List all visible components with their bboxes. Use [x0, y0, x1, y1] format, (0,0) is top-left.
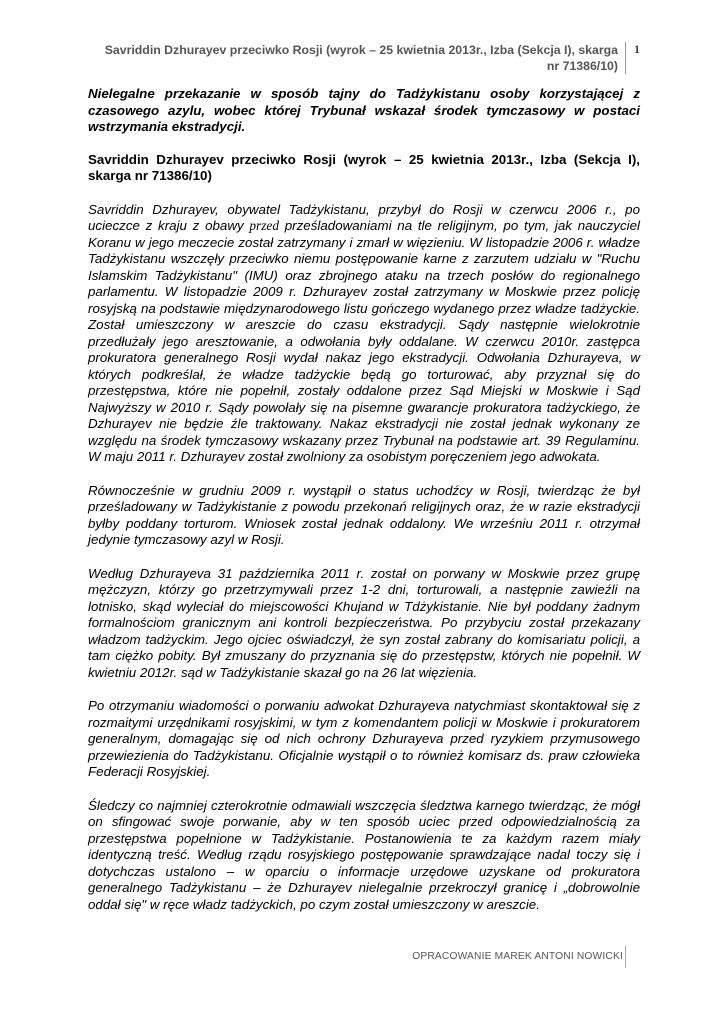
paragraph-refugee-status: Równocześnie w grudniu 2009 r. wystąpił o status uchodźcy w Rosji, twierdząc że był prześladowany w Tadżykistanie z powodu przekonań religijnych oraz, że w razie ekstradycji byłby poddany torturom. Wniosek został jednak oddalony. We wrześniu 2011 r. otrzymał jedynie tymczasowy azyl w Rosji. [88, 482, 640, 547]
footer-divider [625, 946, 626, 968]
running-header: Savriddin Dzhurayev przeciwko Rosji (wyrok – 25 kwietnia 2013r., Izba (Sekcja I), skarga nr 71386/10) [104, 43, 618, 73]
document-body [88, 86, 640, 913]
paragraph-abduction: Według Dzhurayeva 31 października 2011 r. został on porwany w Moskwie przez grupę mężczyzn, którzy go przetrzymywali przez 1-2 dni, torturowali, a następnie zawieźli na lotnisko, skąd wyleciał do miejscowości Khujand w Tdżykistanie. Nie był poddany żadnym formalnościom granicznym ani kontroli bezpieczeństwa. Po przybyciu został przekazany władzom tadżyckim. Jego ojciec oświadczył, że syn został zabrany do komisariatu policji, a tam ciężko pobity. Był zmuszany do przyznania się do przestępstw, których nie popełnił. W kwietniu 2012r. sąd w Tadżykistanie skazał go na 26 lat więzienia. [88, 565, 640, 680]
paragraph-facts-serif-word: przed [249, 218, 280, 233]
paragraph-investigation: Śledczy co najmniej czterokrotnie odmawiali wszczęcia śledztwa karnego twierdząc, że mógł on sfingować swoje porwanie, aby w ten sposób uciec przed odpowiedzialnością za przestępstwa popełnione w Tadżykistanie. Postanowienia te za każdym razem miały identyczną treść. Według rządu rosyjskiego postępowanie sprawdzające nadal toczy się i dotychczas ustalono – w oparciu o informacje urzędowe uzyskane od prokuratora generalnego Tadżykistanu – że Dzhurayev nielegalnie przekroczył granicę i „dobrowolnie oddał się" w ręce władz tadżyckich, po czym został umieszczony w areszcie. [88, 797, 640, 912]
case-title: Savriddin Dzhurayev przeciwko Rosji (wyrok – 25 kwietnia 2013r., Izba (Sekcja I), skarga nr 71386/10) [88, 151, 640, 183]
paragraph-facts-part-1: Savriddin Dzhurayev, obywatel Tadżykistanu, przybył do Rosji w czerwcu 2006 r., po ucieczce z kraju z obawy [88, 201, 640, 233]
paragraph-facts-part-2: prześladowaniami na tle religijnym, po tym, jak nauczyciel Koranu w jego meczecie został zatrzymany i zmarł w więzieniu. W listopadzie 2006 r. władze Tadżykistanu wszczęły przeciwko niemu postępowanie karne z zarzutem udziału w "Ruchu Islamskim Tadżykistanu" (IMU) oraz zbrojnego ataku na trzech posłów do regionalnego parlamentu. W listopadzie 2009 r. Dzhurayev został zatrzymany w Moskwie przez policję rosyjską na podstawie międzynarodowego listu gończego wydanego przez władze tadżyckie. Został umieszczony w areszcie do czasu ekstradycji. Sądy następnie wielokrotnie przedłużały jego aresztowanie, a odwołania były oddalane. W czerwcu 2010r. zastępca prokuratora generalnego Rosji wydał nakaz jego ekstradycji. Odwołania Dzhurayeva, w których podkreślał, że władze tadżyckie będą go torturować, aby przyznał się do przestępstwa, które nie popełnił, zostały oddalone przez Sąd Miejski w Moskwie i Sąd Najwyższy w 2010 r. Sądy powołały się na pisemne gwarancje prokuratora tadżyckiego, że Dzhurayev nie będzie źle traktowany. Nakaz ekstradycji nie został jednak wykonany ze względu na środek tymczasowy wskazany przez Trybunał na podstawie art. 39 Regulaminu. W maju 2011 r. Dzhurayev został zwolniony za osobistym poręczeniem jego adwokata. [88, 218, 641, 464]
lead-summary: Nielegalne przekazanie w sposób tajny do Tadżykistanu osoby korzystającej z czasowego azylu, wobec której Trybunał wskazał środek tymczasowy w postaci wstrzymania ekstradycji. [88, 86, 640, 134]
paragraph-facts [88, 202, 640, 466]
page-number: 1 [625, 42, 647, 74]
footer-credit: OPRACOWANIE MAREK ANTONI NOWICKI [412, 951, 623, 962]
paragraph-lawyer-action: Po otrzymaniu wiadomości o porwaniu adwokat Dzhurayeva natychmiast skontaktował się z rozmaitymi urzędnikami rosyjskimi, w tym z komendantem policji w Moskwie i prokuratorem generalnym, domagając się od nich ochrony Dzhurayeva przed ryzykiem przymusowego przewiezienia do Tadżykistanu. Oficjalnie wystąpił o to również komisarz ds. praw człowieka Federacji Rosyjskiej. [88, 698, 640, 779]
